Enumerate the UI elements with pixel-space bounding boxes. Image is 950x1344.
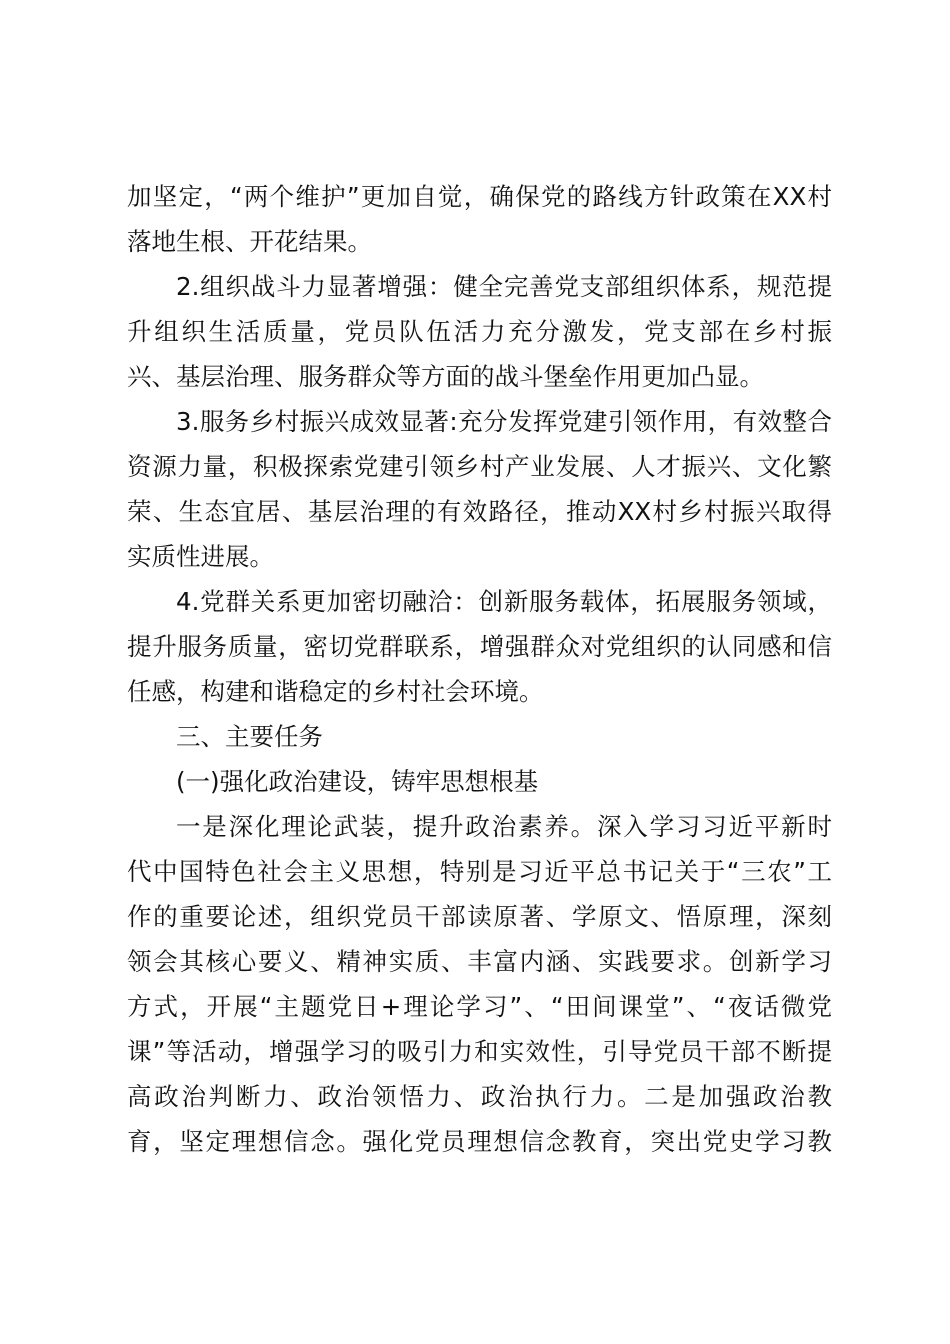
text-line: 方式，开展“主题党日+理论学习”、“田间课堂”、“夜话微党 [127,992,832,1021]
text-line: 高政治判断力、政治领悟力、政治执行力。二是加强政治教 [127,1082,832,1111]
paragraph-start-line: 2.组织战斗力显著增强：健全完善党支部组织体系，规范提 [176,272,832,301]
text-line: 育，坚定理想信念。强化党员理想信念教育，突出党史学习教 [127,1127,832,1156]
paragraph-start-line: 3.服务乡村振兴成效显著:充分发挥党建引领作用，有效整合 [176,407,832,436]
text-line: 代中国特色社会主义思想，特别是习近平总书记关于“三农”工 [127,857,832,886]
text-line: 任感，构建和谐稳定的乡村社会环境。 [127,677,544,706]
paragraph-start-line: 一是深化理论武装，提升政治素养。深入学习习近平新时 [176,812,832,841]
text-line: 落地生根、开花结果。 [127,227,372,256]
subsection-heading: (一)强化政治建设，铸牢思想根基 [176,767,539,796]
text-line: 领会其核心要义、精神实质、丰富内涵、实践要求。创新学习 [127,947,832,976]
text-line: 作的重要论述，组织党员干部读原著、学原文、悟原理，深刻 [127,902,832,931]
text-line: 课”等活动，增强学习的吸引力和实效性，引导党员干部不断提 [127,1037,832,1066]
text-line: 升组织生活质量，党员队伍活力充分激发，党支部在乡村振 [127,317,832,346]
section-heading: 三、主要任务 [176,722,323,751]
paragraph-start-line: 4.党群关系更加密切融洽：创新服务载体，拓展服务领域， [176,587,832,616]
text-line: 加坚定，“两个维护”更加自觉，确保党的路线方针政策在XX村 [127,182,832,211]
text-line: 兴、基层治理、服务群众等方面的战斗堡垒作用更加凸显。 [127,362,764,391]
text-line: 荣、生态宜居、基层治理的有效路径，推动XX村乡村振兴取得 [127,497,832,526]
text-line: 实质性进展。 [127,542,274,571]
text-line: 提升服务质量，密切党群联系，增强群众对党组织的认同感和信 [127,632,832,661]
text-line: 资源力量，积极探索党建引领乡村产业发展、人才振兴、文化繁 [127,452,832,481]
document-body [127,174,832,1164]
